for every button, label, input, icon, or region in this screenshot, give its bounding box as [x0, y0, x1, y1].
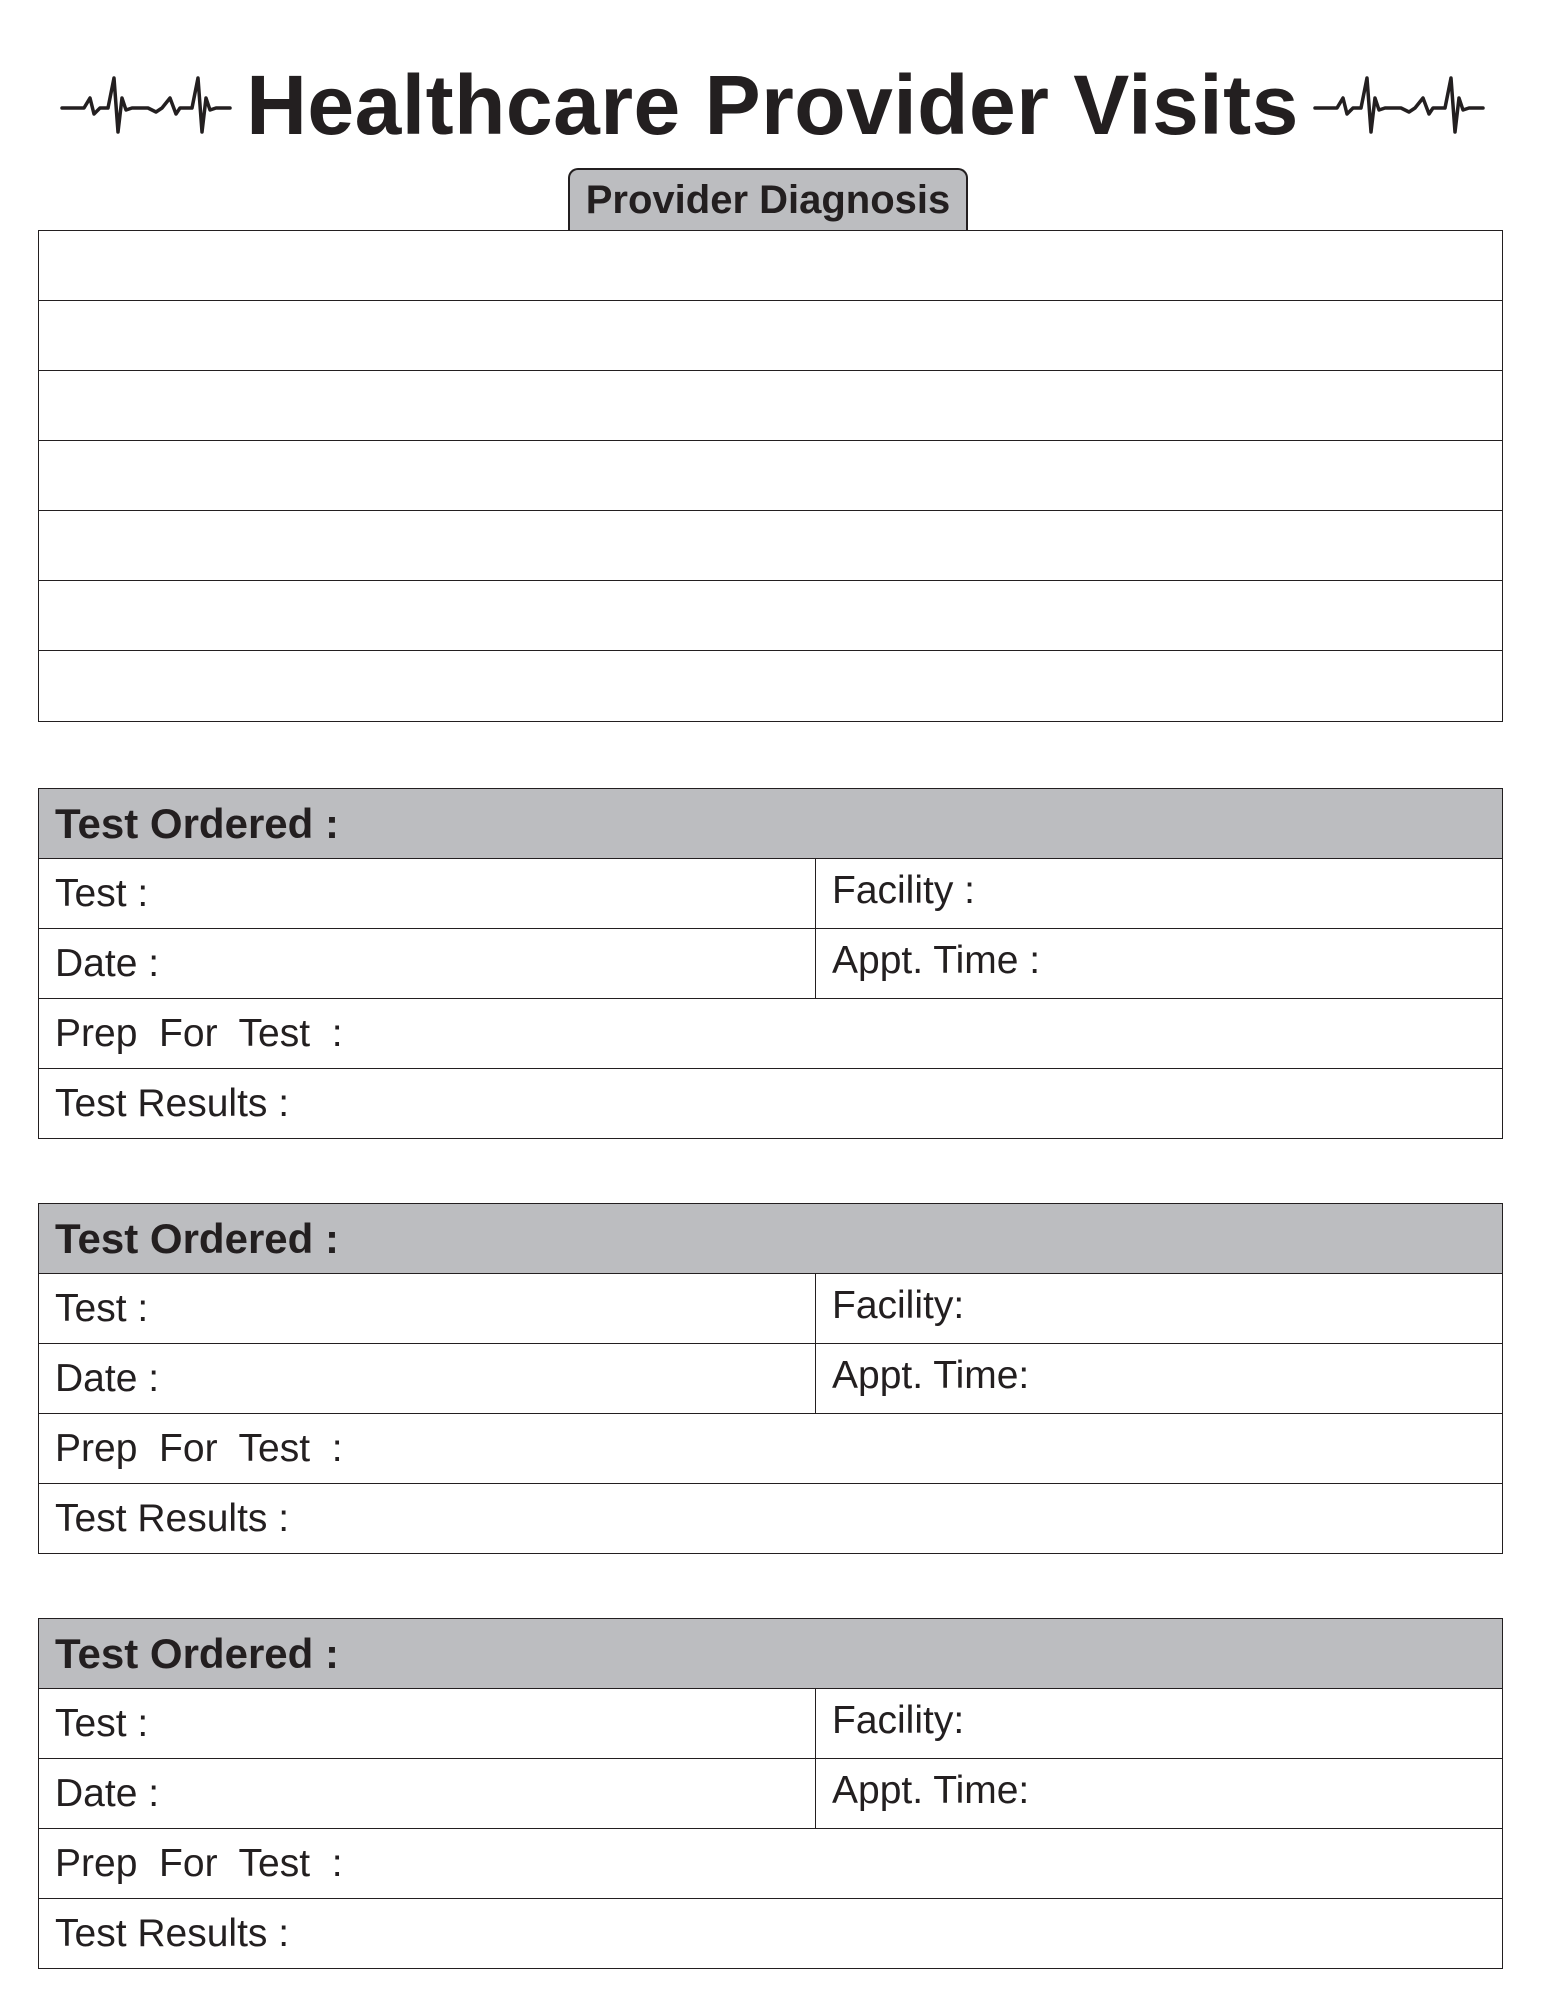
- date-field[interactable]: Date :: [39, 929, 816, 998]
- diagnosis-line[interactable]: [39, 581, 1502, 651]
- results-row: [39, 1899, 1502, 1968]
- facility-field[interactable]: Facility:: [832, 1284, 965, 1327]
- test-field[interactable]: Test :: [39, 1689, 816, 1758]
- prep-row: [39, 999, 1502, 1069]
- test-results-field[interactable]: Test Results :: [55, 1496, 290, 1540]
- diagnosis-line[interactable]: [39, 231, 1502, 301]
- test-ordered-section: [38, 1203, 1503, 1554]
- prep-row: [39, 1829, 1502, 1899]
- test-field[interactable]: Test :: [39, 1274, 816, 1343]
- diagnosis-line[interactable]: [39, 441, 1502, 511]
- date-time-row: [39, 929, 1502, 999]
- diagnosis-line[interactable]: [39, 371, 1502, 441]
- test-results-field[interactable]: Test Results :: [55, 1911, 290, 1955]
- date-field[interactable]: Date :: [39, 1759, 816, 1828]
- date-field[interactable]: Date :: [39, 1344, 816, 1413]
- prep-for-test-field[interactable]: Prep For Test :: [55, 1841, 343, 1885]
- diagnosis-line[interactable]: [39, 511, 1502, 581]
- prep-row: [39, 1414, 1502, 1484]
- test-facility-row: [39, 859, 1502, 929]
- diagnosis-tab: Provider Diagnosis: [568, 168, 968, 230]
- appt-time-field[interactable]: Appt. Time:: [832, 1769, 1030, 1812]
- results-row: [39, 1484, 1502, 1553]
- heartbeat-line-icon: [60, 70, 232, 140]
- prep-for-test-field[interactable]: Prep For Test :: [55, 1426, 343, 1470]
- test-ordered-header: Test Ordered :: [39, 1204, 1502, 1274]
- page-title: Healthcare Provider Visits: [246, 58, 1299, 152]
- prep-for-test-field[interactable]: Prep For Test :: [55, 1011, 343, 1055]
- date-time-row: [39, 1344, 1502, 1414]
- appt-time-field[interactable]: Appt. Time:: [832, 1354, 1030, 1397]
- test-facility-row: [39, 1274, 1502, 1344]
- facility-field[interactable]: Facility :: [832, 869, 976, 912]
- test-results-field[interactable]: Test Results :: [55, 1081, 290, 1125]
- test-ordered-header: Test Ordered :: [39, 789, 1502, 859]
- diagnosis-line[interactable]: [39, 651, 1502, 721]
- date-time-row: [39, 1759, 1502, 1829]
- test-ordered-section: [38, 1618, 1503, 1969]
- facility-field[interactable]: Facility:: [832, 1699, 965, 1742]
- title-row: [0, 50, 1545, 160]
- test-facility-row: [39, 1689, 1502, 1759]
- test-field[interactable]: Test :: [39, 859, 816, 928]
- diagnosis-line[interactable]: [39, 301, 1502, 371]
- test-ordered-header: Test Ordered :: [39, 1619, 1502, 1689]
- appt-time-field[interactable]: Appt. Time :: [832, 939, 1041, 982]
- diagnosis-lines: [38, 230, 1503, 722]
- results-row: [39, 1069, 1502, 1138]
- heartbeat-line-icon: [1313, 70, 1485, 140]
- test-ordered-section: [38, 788, 1503, 1139]
